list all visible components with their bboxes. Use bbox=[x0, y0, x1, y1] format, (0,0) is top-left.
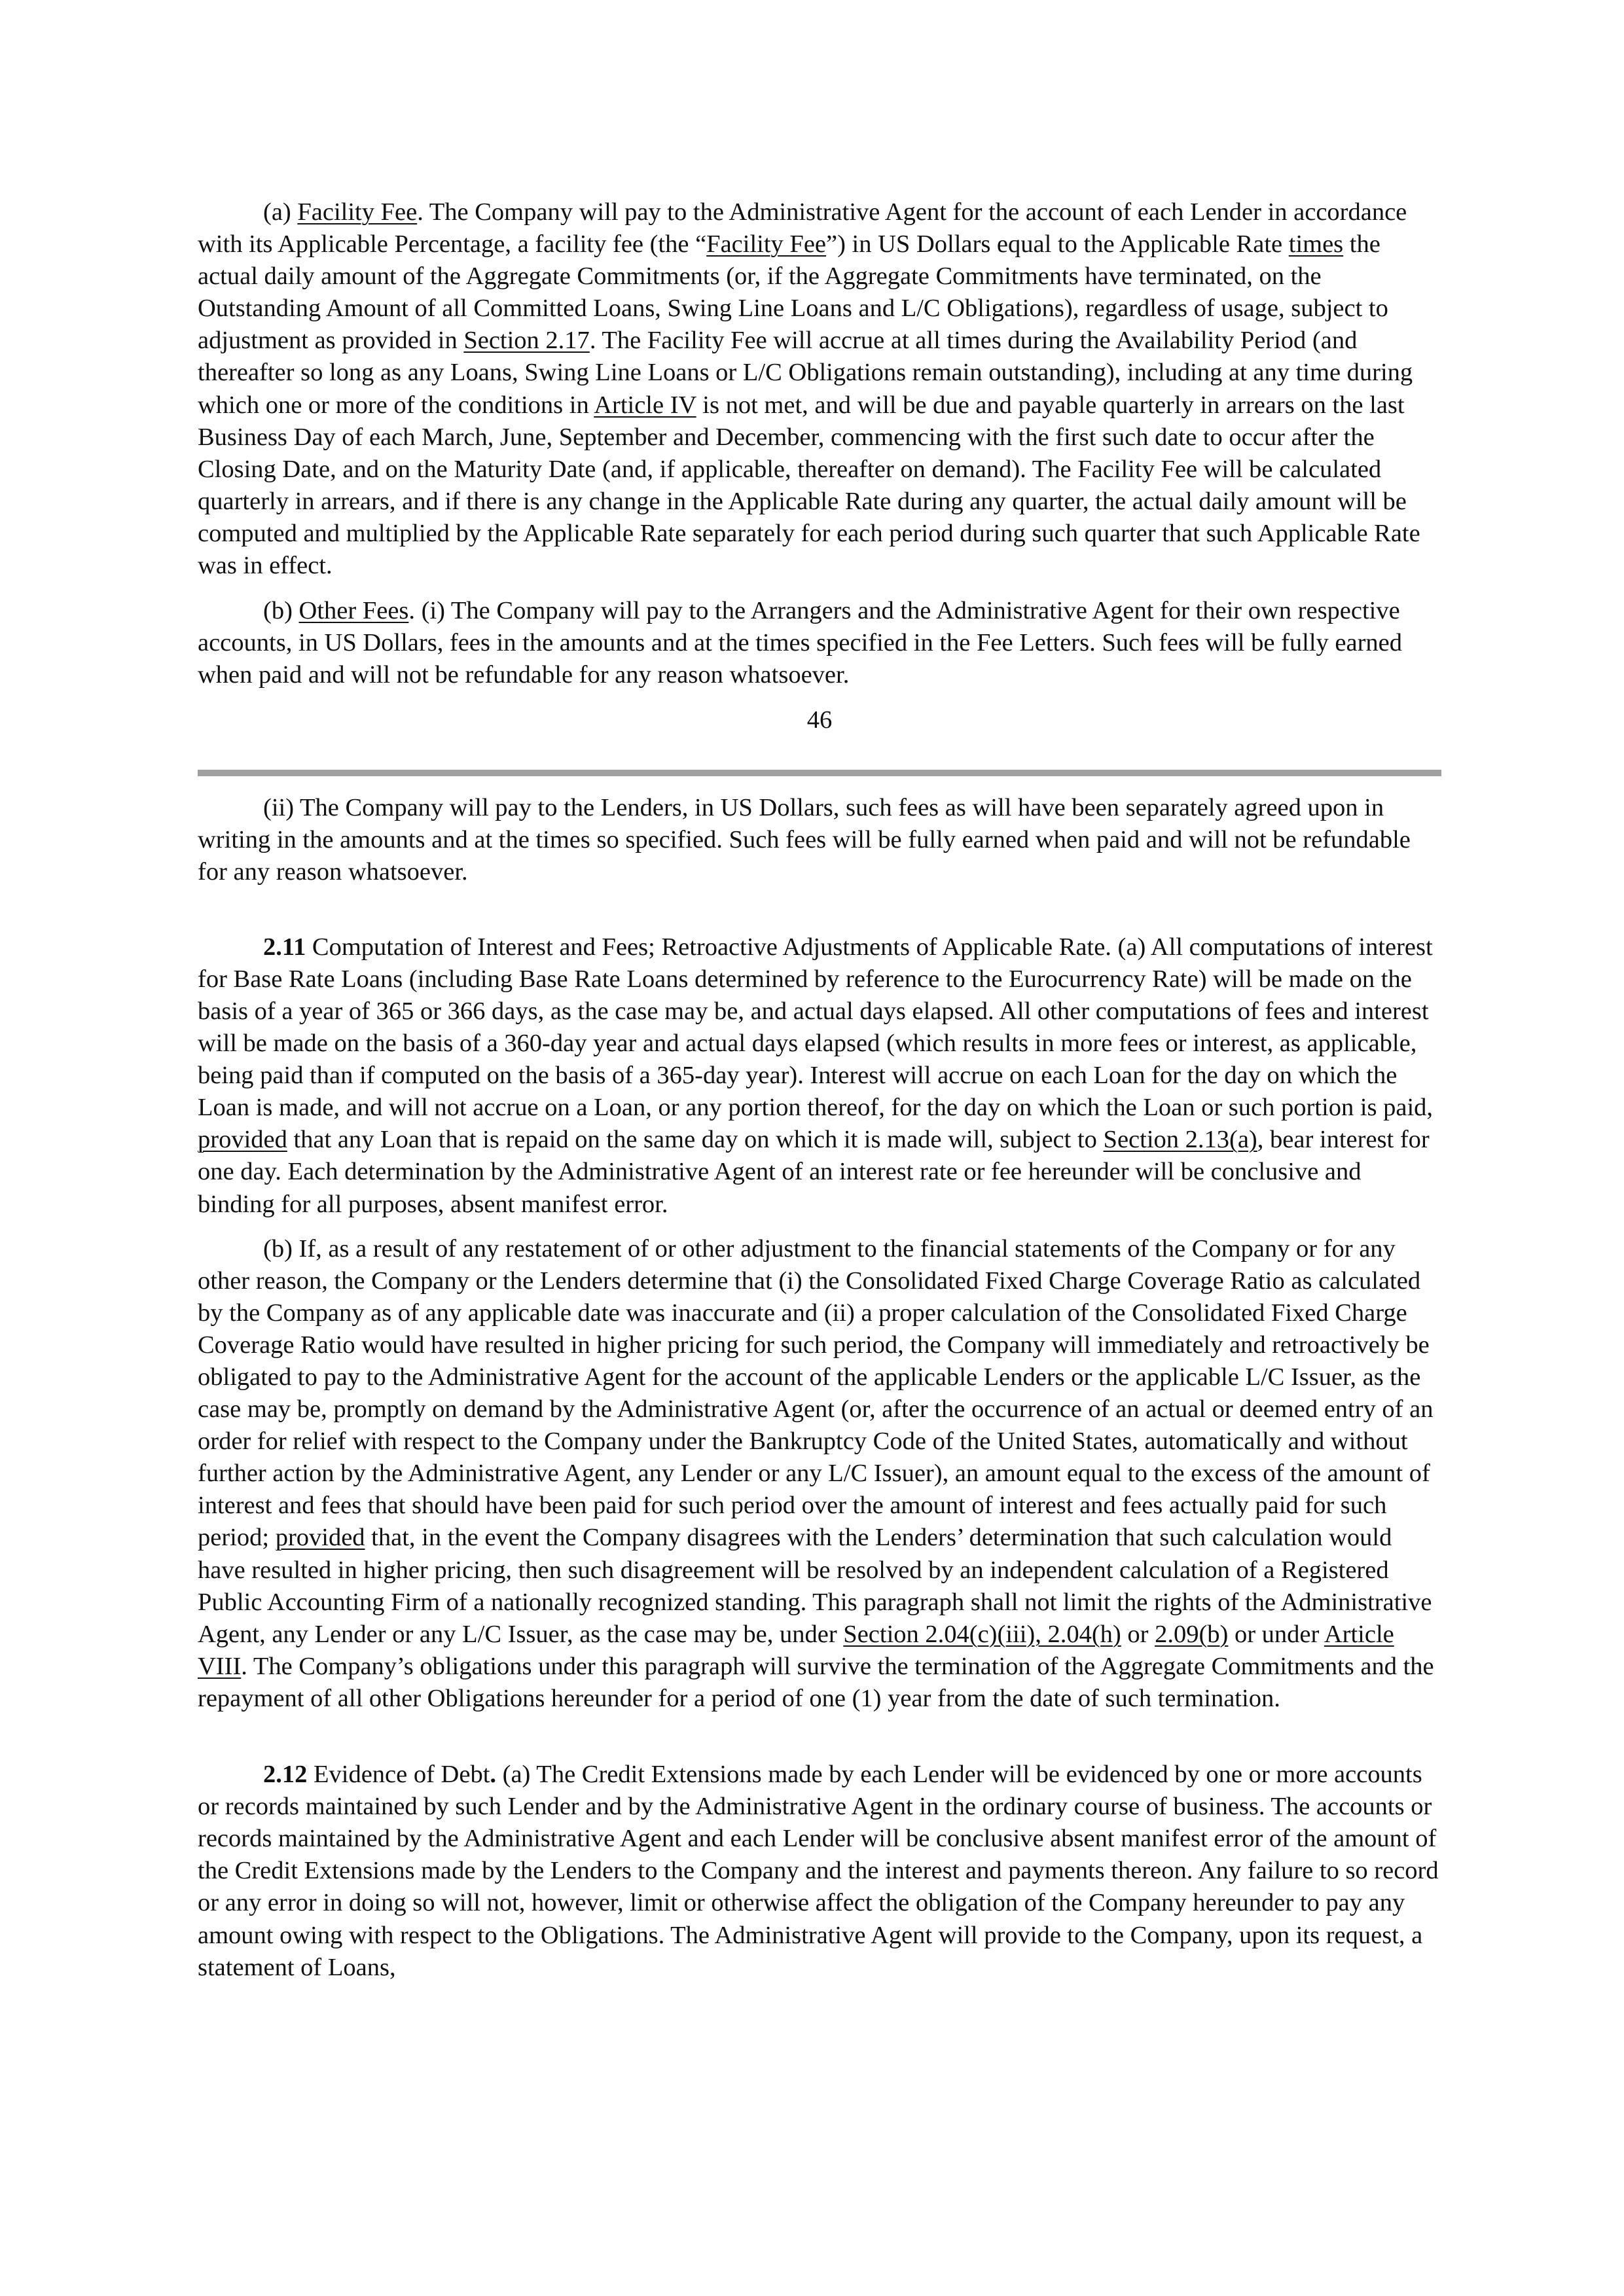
paragraph-lead: (a) bbox=[263, 198, 298, 226]
text-run: that, in the event the Company disagrees with the Lenders’ determination that such calculation would have resulted in higher pricing, then such disagreement will be resolved by an independent calculation of a Registered Public Accounting Firm of a nationally recognized standing. This paragraph shall not limit the rights of the Administrative Agent, any Lender or any L/C Issuer, as the case may be, under bbox=[198, 1524, 1432, 1648]
text-run: (b) If, as a result of any restatement of or other adjustment to the financial statements of the Company or for any other reason, the Company or the Lenders determine that (i) the Consolidated Fixed Charge Coverage Ratio as calculated by the Company as of any applicable date was inaccurate and (ii) a proper calculation of the Consolidated Fixed Charge Coverage Ratio would have resulted in higher pricing for such period, the Company will immediately and retroactively be obligated to pay to the Administrative Agent for the account of the applicable Lenders or the applicable L/C Issuer, as the case may be, promptly on demand by the Administrative Agent (or, after the occurrence of an actual or deemed entry of an order for relief with respect to the Company under the Bankruptcy Code of the United States, automatically and without further action by the Administrative Agent, any Lender or any L/C Issuer), an amount equal to the excess of the amount of interest and fees that should have been paid for such period over the amount of interest and fees actually paid for such period; bbox=[198, 1234, 1434, 1552]
emphasis-provided: provided bbox=[198, 1126, 287, 1154]
heading-facility-fee: Facility Fee bbox=[297, 198, 418, 226]
emphasis-provided: provided bbox=[275, 1524, 365, 1552]
heading-other-fees: Other Fees bbox=[298, 597, 409, 625]
text-run: . The Facility Fee will accrue at all times during the Availability Period (and thereafter so long as any Loans, Swing Line Loans or L/C Obligations remain outstanding), including at any time during which one or more of the conditions in bbox=[198, 327, 1413, 419]
document-page bbox=[198, 196, 1441, 1984]
text-run: . The Company’s obligations under this paragraph will survive the termination of the Aggregate Commitments and the repayment of all other Obligations hereunder for a period of one (1) year from the date of such termination. bbox=[198, 1652, 1434, 1712]
text-run: is not met, and will be due and payable quarterly in arrears on the last Business Day of each March, June, September and December, commencing with the first such date to occur after the Closing Date, and on the Maturity Date (and, if applicable, thereafter on demand). The Facility Fee will be calculated quarterly in arrears, and if there is any change in the Applicable Rate during any quarter, the actual daily amount will be computed and multiplied by the Applicable Rate separately for each period during such quarter that such Applicable Rate was in effect. bbox=[198, 391, 1420, 580]
section-2-11-b bbox=[198, 1233, 1441, 1715]
text-run: that any Loan that is repaid on the same day on which it is made will, subject to bbox=[287, 1126, 1104, 1154]
text-run: or under bbox=[1228, 1620, 1324, 1648]
text-run: Computation of Interest and Fees; Retroactive Adjustments of Applicable Rate. (a) All computations of interest for Base Rate Loans (including Base Rate Loans determined by reference to the Eurocurrency Rate) will be made on the basis of a year of 365 or 366 days, as the case may be, and actual days elapsed. All other computations of fees and interest will be made on the basis of a 360-day year and actual days elapsed (which results in more fees or interest, as applicable, being paid than if computed on the basis of a 365-day year). Interest will accrue on each Loan for the day on which the Loan is made, and will not accrue on a Loan, or any portion thereof, for the day on which the Loan or such portion is paid, bbox=[198, 933, 1434, 1122]
text-run: . (i) The Company will pay to the Arrangers and the Administrative Agent for their own respective accounts, in US Dollars, fees in the amounts and at the times specified in the Fee Letters. Such fees will be fully earned when paid and will not be refundable for any reason whatsoever. bbox=[198, 597, 1402, 689]
cross-reference-section-2-13a[interactable]: Section 2.13(a) bbox=[1103, 1126, 1257, 1154]
text-run: . The Company will pay to the Administrative Agent for the account of each Lender in accordance with its Applicable Percentage, a facility fee (the “ bbox=[198, 198, 1407, 259]
text-run: or bbox=[1121, 1620, 1155, 1648]
cross-reference-section-2-04[interactable]: Section 2.04(c)(iii), 2.04(h) bbox=[843, 1620, 1121, 1648]
page-break-divider bbox=[198, 770, 1441, 776]
section-number: 2.11 bbox=[263, 933, 306, 961]
paragraph-other-fees bbox=[198, 595, 1441, 691]
text-run: the actual daily amount of the Aggregate Commitments (or, if the Aggregate Commitments have terminated, on the Outstanding Amount of all Committed Loans, Swing Line Loans and L/C Obligations), regardless of usage, subject to adjustment as provided in bbox=[198, 230, 1388, 355]
paragraph-facility-fee bbox=[198, 196, 1441, 582]
cross-reference-section-2-09b[interactable]: 2.09(b) bbox=[1155, 1620, 1229, 1648]
cross-reference-section-2-17[interactable]: Section 2.17 bbox=[463, 327, 590, 355]
text-run: (a) The Credit Extensions made by each Lender will be evidenced by one or more accounts or records maintained by such Lender and by the Administrative Agent in the ordinary course of business. The accounts or records maintained by the Administrative Agent and each Lender will be conclusive absent manifest error of the amount of the Credit Extensions made by the Lenders to the Company and the interest and payments thereon. Any failure to so record or any error in doing so will not, however, limit or otherwise affect the obligation of the Company hereunder to pay any amount owing with respect to the Obligations. The Administrative Agent will provide to the Company, upon its request, a statement of Loans, bbox=[198, 1761, 1439, 1981]
text-run: Evidence of Debt bbox=[307, 1761, 490, 1789]
section-2-12 bbox=[198, 1759, 1441, 1984]
cross-reference-article-iv[interactable]: Article IV bbox=[594, 391, 696, 419]
paragraph-lead: (b) bbox=[263, 597, 299, 625]
text-run: ”) in US Dollars equal to the Applicable Rate bbox=[826, 230, 1289, 259]
heading-period: . bbox=[490, 1761, 497, 1789]
text-run: , bear interest for one day. Each determination by the Administrative Agent of an interest rate or fee hereunder will be conclusive and binding for all purposes, absent manifest error. bbox=[198, 1126, 1430, 1218]
cross-reference-article-viii[interactable]: Article VIII bbox=[198, 1620, 1394, 1680]
defined-term-facility-fee: Facility Fee bbox=[706, 230, 827, 259]
section-number: 2.12 bbox=[263, 1761, 308, 1789]
section-2-11 bbox=[198, 931, 1441, 1221]
paragraph-lender-fees: (ii) The Company will pay to the Lenders, in US Dollars, such fees as will have been separately agreed upon in writing in the amounts and at the times so specified. Such fees will be fully earned when paid and will not be refundable for any reason whatsoever. bbox=[198, 793, 1411, 886]
emphasis-times: times bbox=[1288, 230, 1344, 259]
page-number: 46 bbox=[806, 706, 833, 734]
